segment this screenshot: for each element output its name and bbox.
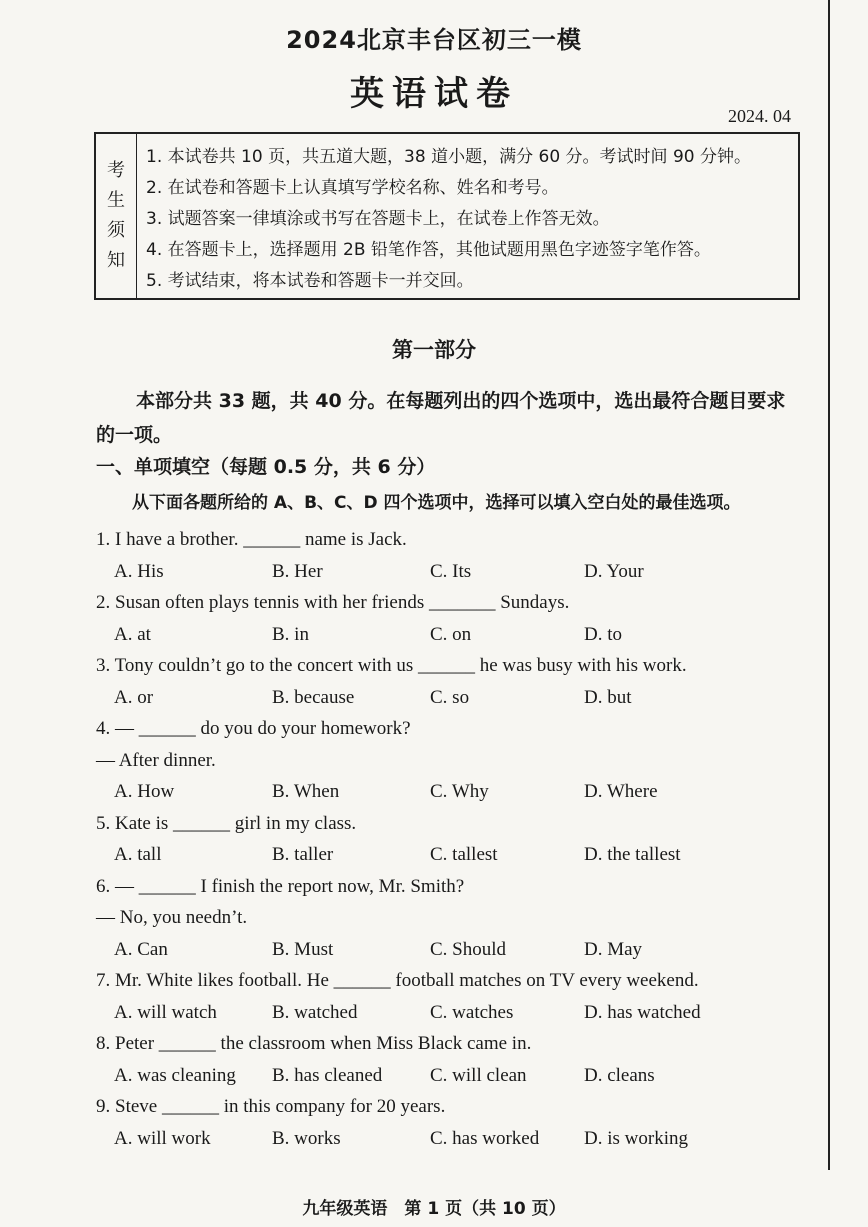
option-b: B. When [272,781,340,802]
option-b: B. watched [272,1001,358,1023]
question-options [96,682,816,714]
question-options [96,1060,816,1092]
section-title: 第一部分 [392,338,476,362]
part-heading: 一、单项填空（每题 0.5 分，共 6 分） [96,456,436,478]
page-footer: 九年级英语 第 1 页（共 10 页） [302,1199,566,1219]
section-intro: 本部分共 33 题，共 40 分。在每题列出的四个选项中，选出最符合题目要求的一项。 [96,390,786,446]
option-b: B. because [272,686,355,708]
question-stem: 4. — ______ do you do your homework? [96,718,411,739]
question-item [96,965,816,1028]
question-options [96,934,816,966]
question-list [96,524,816,1154]
option-a: A. or [114,686,154,708]
option-c: C. has worked [430,1127,540,1149]
question-dialogue-line: — After dinner. [96,749,216,771]
notice-items [146,142,792,297]
notice-label-char: 生 [107,190,125,211]
question-options [96,776,816,808]
question-stem: 9. Steve ______ in this company for 20 years. [96,1096,446,1117]
part-instruction: 从下面各题所给的 A、B、C、D 四个选项中，选择可以填入空白处的最佳选项。 [132,493,741,513]
question-item [96,871,816,966]
option-d: D. but [584,686,632,708]
option-c: C. so [430,686,470,708]
question-options [96,839,816,871]
option-a: A. His [114,560,164,582]
option-d: D. May [584,938,643,960]
option-c: C. Its [430,560,472,582]
option-d: D. is working [584,1127,688,1149]
option-c: C. will clean [430,1064,527,1086]
question-dialogue-line: — No, you needn’t. [96,907,248,928]
question-item [96,587,816,650]
question-stem: 7. Mr. White likes football. He ______ football matches on TV every weekend. [96,970,699,991]
question-stem: 6. — ______ I finish the report now, Mr. Smith? [96,875,465,897]
question-options [96,1123,816,1155]
question-item [96,524,816,587]
question-options [96,556,816,588]
option-a: A. Can [114,938,168,960]
notice-item: 5. 考试结束，将本试卷和答题卡一并交回。 [146,271,474,291]
question-options [96,997,816,1029]
option-a: A. tall [114,844,162,865]
option-c: C. tallest [430,844,498,865]
option-b: B. taller [272,844,334,865]
question-item [96,1091,816,1154]
option-d: D. has watched [584,1001,701,1023]
question-item [96,808,816,871]
option-a: A. will work [114,1127,211,1149]
notice-item: 1. 本试卷共 10 页，共五道大题，38 道小题，满分 60 分。考试时间 90 分钟。 [146,147,751,167]
option-b: B. works [272,1127,341,1149]
option-b: B. Must [272,938,334,960]
notice-label-char: 考 [107,160,125,181]
margin-line [828,0,830,1170]
notice-label-char: 知 [107,250,125,271]
question-stem: 2. Susan often plays tennis with her friends _______ Sundays. [96,592,570,613]
notice-label-char: 须 [107,220,125,241]
question-stem: 1. I have a brother. ______ name is Jack. [96,529,407,550]
question-options [96,619,816,651]
question-item [96,1028,816,1091]
option-a: A. How [114,781,175,802]
exam-title: 2024北京丰台区初三一模 [286,26,582,54]
option-b: B. in [272,623,309,645]
question-stem: 8. Peter ______ the classroom when Miss Black came in. [96,1033,532,1054]
notice-item: 2. 在试卷和答题卡上认真填写学校名称、姓名和考号。 [146,178,559,198]
option-d: D. cleans [584,1064,655,1086]
option-d: D. Your [584,560,644,582]
exam-date: 2024. 04 [728,106,791,126]
option-c: C. on [430,623,472,645]
option-c: C. Why [430,781,489,802]
option-d: D. Where [584,781,658,802]
notice-box [94,132,800,300]
option-d: D. to [584,623,622,645]
option-a: A. at [114,623,151,645]
notice-item: 3. 试题答案一律填涂或书写在答题卡上，在试卷上作答无效。 [146,209,610,229]
option-b: B. has cleaned [272,1064,383,1086]
exam-subtitle: 英语试卷 [350,74,518,114]
option-a: A. will watch [114,1001,217,1023]
option-c: C. Should [430,938,507,960]
notice-item: 4. 在答题卡上，选择题用 2B 铅笔作答，其他试题用黑色字迹签字笔作答。 [146,240,711,260]
notice-label [96,134,137,298]
question-stem: 3. Tony couldn’t go to the concert with us ______ he was busy with his work. [96,655,687,676]
option-d: D. the tallest [584,844,681,865]
question-stem: 5. Kate is ______ girl in my class. [96,812,357,834]
option-c: C. watches [430,1001,514,1023]
option-b: B. Her [272,560,323,582]
option-a: A. was cleaning [114,1064,236,1086]
question-item [96,713,816,808]
question-item [96,650,816,713]
